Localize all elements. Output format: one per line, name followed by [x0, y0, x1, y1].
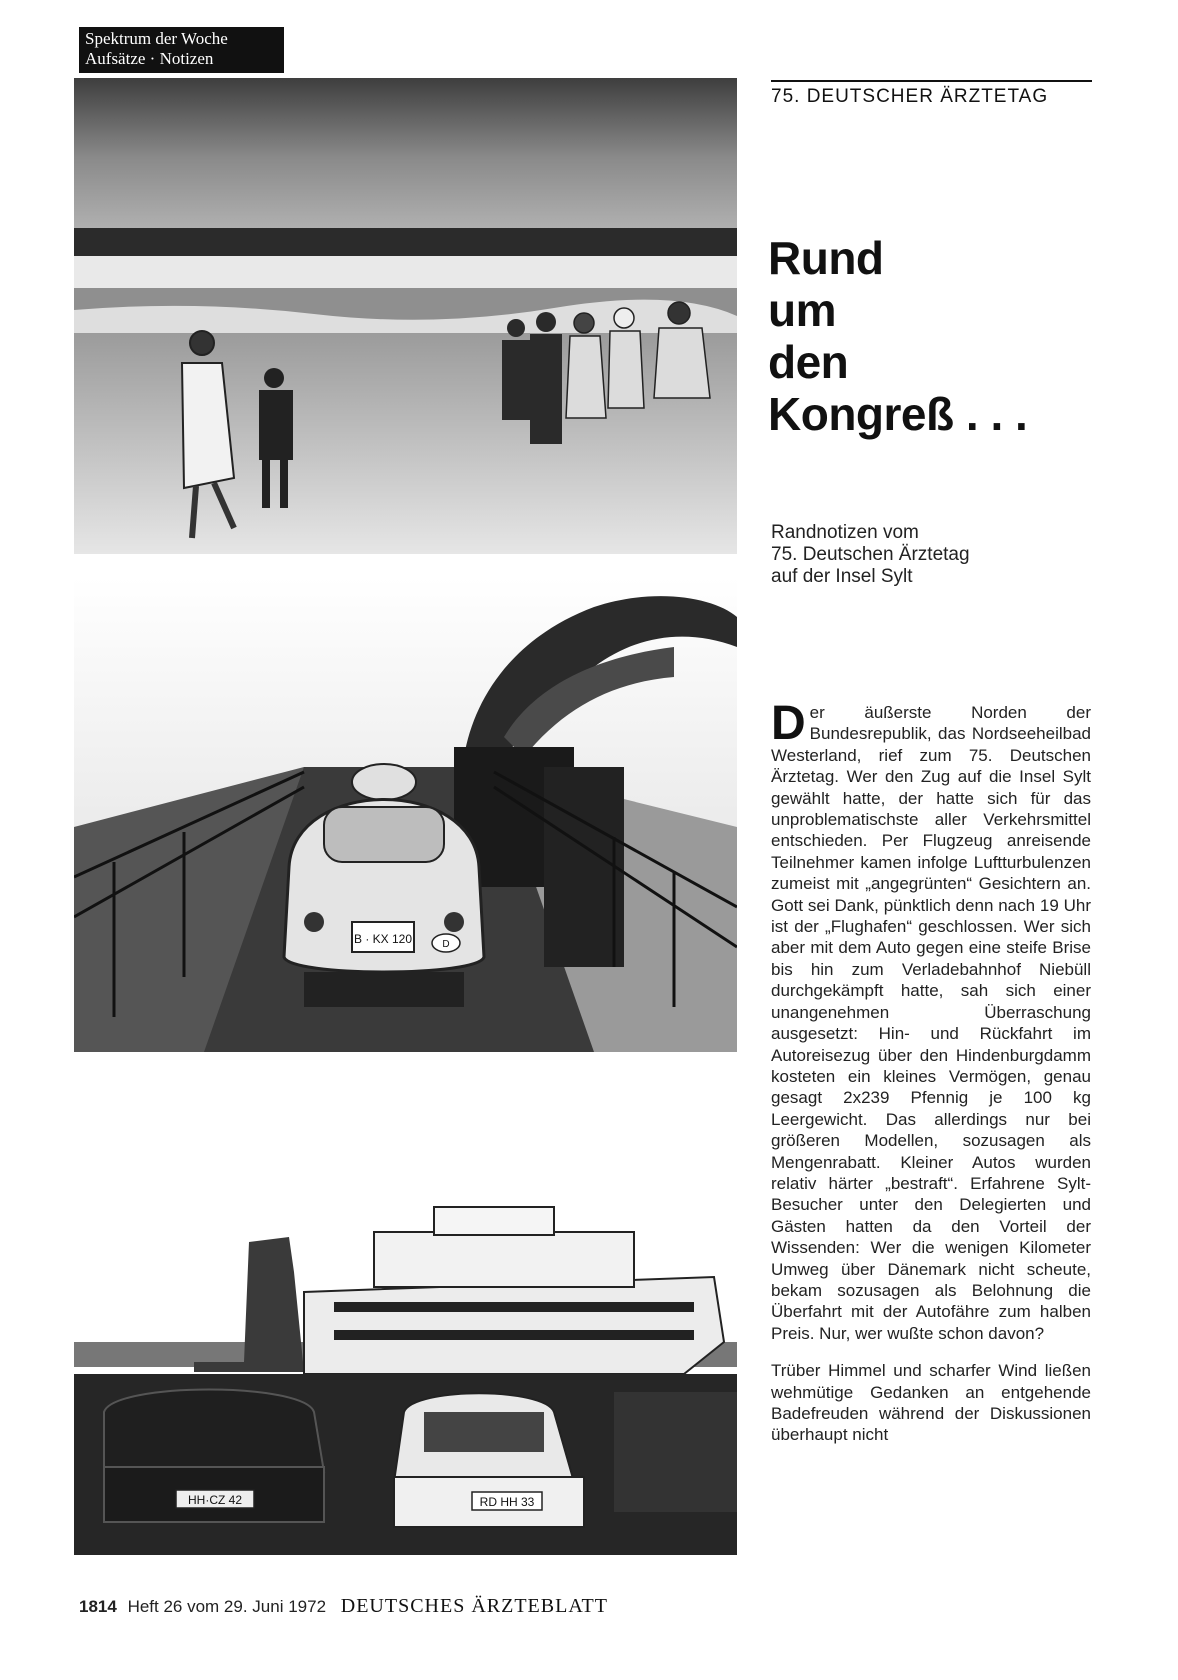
car-train-photo: [74, 577, 737, 1052]
subtitle-line: Randnotizen vom: [771, 522, 919, 543]
beach-photo: [74, 78, 737, 554]
page-footer: [79, 1595, 608, 1618]
masthead: DEUTSCHES ÄRZTEBLATT: [340, 1595, 608, 1617]
section-tag-line1: Spektrum der Woche: [85, 29, 228, 48]
article-body: [771, 697, 1091, 1462]
issue-info: Heft 26 vom 29. Juni 1972: [127, 1597, 327, 1616]
subtitle-line: 75. Deutschen Ärztetag: [771, 544, 970, 565]
car-plate-2: HH·CZ 42: [187, 1493, 243, 1507]
rubric-rule: [771, 80, 1092, 82]
article-subtitle: [771, 522, 1091, 588]
article-title: [768, 232, 1068, 440]
ferry-photo: [74, 1112, 737, 1555]
subtitle-line: auf der Insel Sylt: [771, 566, 913, 587]
page-number: 1814: [79, 1597, 117, 1616]
section-tag: [79, 27, 284, 73]
drop-cap: D: [771, 697, 806, 750]
title-line: Kongreß . . .: [768, 388, 1028, 440]
title-line: um: [768, 284, 836, 336]
car-plate-3: RD HH 33: [479, 1495, 535, 1509]
rubric: 75. DEUTSCHER ÄRZTETAG: [771, 86, 1049, 107]
car-plate-1: B · KX 120: [353, 932, 413, 946]
paragraph-1-text: er äußerste Norden der Bundesrepublik, das Nordseeheilbad Westerland, rief zum 75. Deutschen Ärztetag. Wer den Zug auf die Insel Sylt gewählt hatte, der hatte sich für das unproblematischste aller Verkehrsmittel entschieden. Per Flugzeug anreisende Teilnehmer kamen infolge Luftturbulenzen zumeist mit „angegrünten“ Gesichtern an. Gott sei Dank, pünktlich denn nach 19 Uhr ist der „Flughafen“ geschlossen. Wer sich aber mit dem Auto gegen eine steife Brise bis hin zum Verladebahnhof Niebüll durchgekämpft hatte, sah sich einer unangenehmen Überraschung ausgesetzt: Hin- und Rückfahrt im Autoreisezug über den Hindenburgdamm kosteten ein kleines Vermögen, genau gesagt 2x239 Pfennig je 100 kg Leergewicht. Das allerdings nur bei größeren Modellen, sozusagen als Mengenrabatt. Kleiner Autos wurden relativ härter „bestraft“. Erfahrene Sylt-Besucher unter den Delegierten und Gästen hatten da den Vorteil der Wissenden: Wer die wenigen Kilometer Umweg über Dänemark nicht scheute, bekam sozusagen als Belohnung die Überfahrt mit der Autofähre zum halben Preis. Nur, wer wußte schon davon?: [771, 703, 1091, 1343]
body-paragraph: [771, 697, 1091, 1344]
title-line: Rund: [768, 232, 884, 284]
car-country-oval: D: [442, 939, 450, 950]
title-line: den: [768, 336, 849, 388]
body-paragraph: Trüber Himmel und scharfer Wind ließen wehmütige Gedanken an entgehende Badefreuden während der Diskussionen überhaupt nicht: [771, 1361, 1091, 1445]
section-tag-line2: Aufsätze · Notizen: [85, 49, 214, 68]
